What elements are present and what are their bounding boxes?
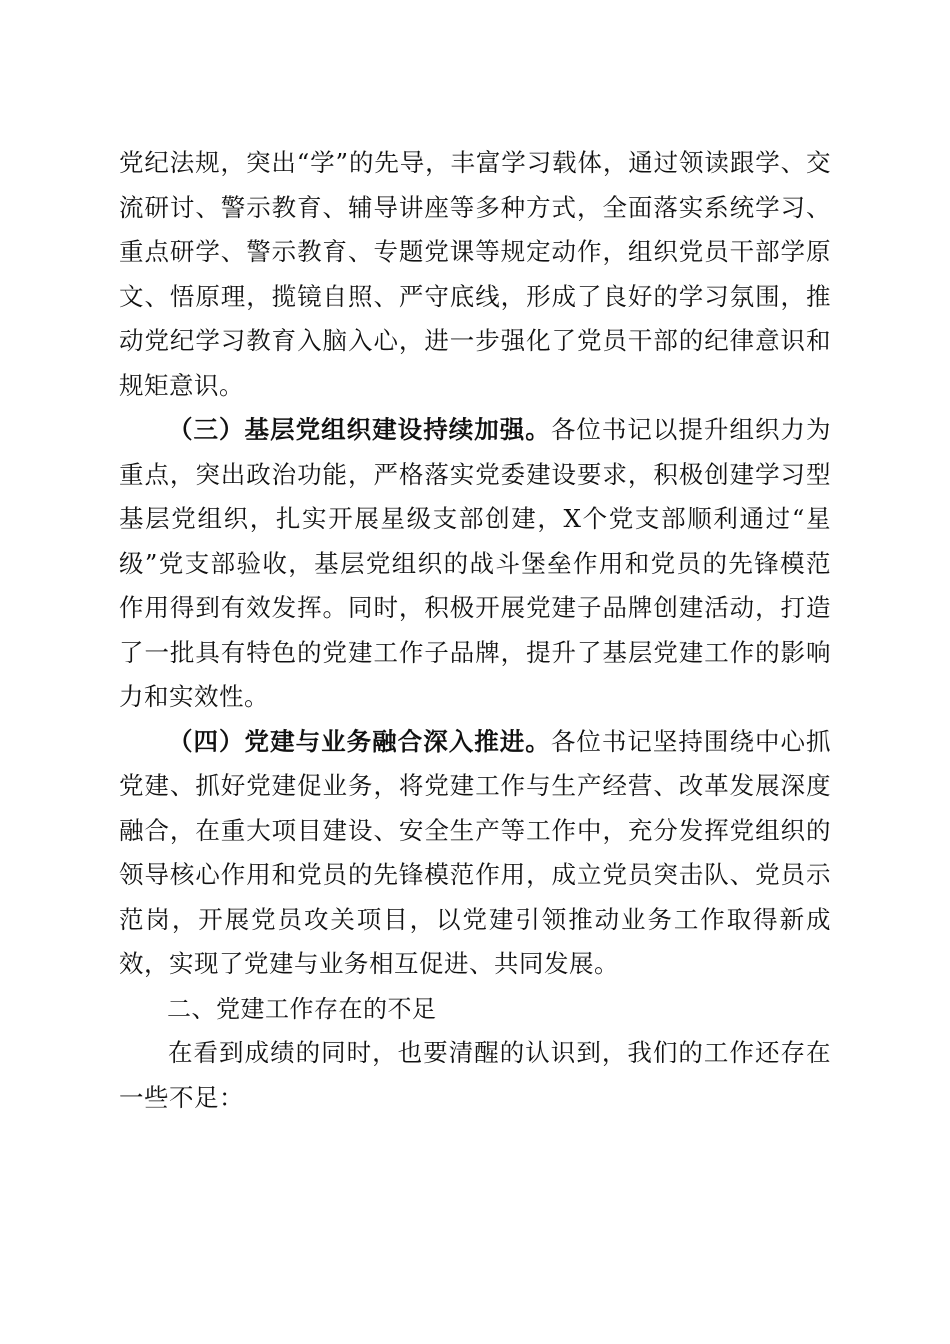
paragraph-text: 在看到成绩的同时，也要清醒的认识到，我们的工作还存在一些不足： <box>119 1038 831 1112</box>
document-body <box>119 141 831 1120</box>
section-lead-three: （三）基层党组织建设持续加强。 <box>168 415 551 444</box>
paragraph-business-integration <box>119 720 831 987</box>
paragraph-text: 党纪法规，突出“学”的先导，丰富学习载体，通过领读跟学、交流研讨、警示教育、辅导讲座等多种方式，全面落实系统学习、重点研学、警示教育、专题党课等规定动作，组织党员干部学原文、悟原理，揽镜自照、严守底线，形成了良好的学习氛围，推动党纪学习教育入脑入心，进一步强化了党员干部的纪律意识和规矩意识。 <box>119 148 831 400</box>
section-heading-shortcomings: 二、党建工作存在的不足 <box>167 994 437 1023</box>
paragraph-shortcomings-intro <box>119 1031 831 1120</box>
paragraph-party-discipline-study <box>119 141 831 408</box>
paragraph-grassroots-organization <box>119 408 831 720</box>
section-lead-four: （四）党建与业务融合深入推进。 <box>168 726 551 756</box>
paragraph-text: 各位书记以提升组织力为重点，突出政治功能，严格落实党委建设要求，积极创建学习型基层党组织，扎实开展星级支部创建，X个党支部顺利通过“星级”党支部验收，基层党组织的战斗堡垒作用和党员的先锋模范作用得到有效发挥。同时，积极开展党建子品牌创建活动，打造了一批具有特色的党建工作子品牌，提升了基层党建工作的影响力和实效性。 <box>119 415 832 711</box>
paragraph-text: 各位书记坚持围绕中心抓党建、抓好党建促业务，将党建工作与生产经营、改革发展深度融合，在重大项目建设、安全生产等工作中，充分发挥党组织的领导核心作用和党员的先锋模范作用，成立党员突击队、党员示范岗，开展党员攻关项目，以党建引领推动业务工作取得新成效，实现了党建与业务相互促进、共同发展。 <box>119 726 832 978</box>
